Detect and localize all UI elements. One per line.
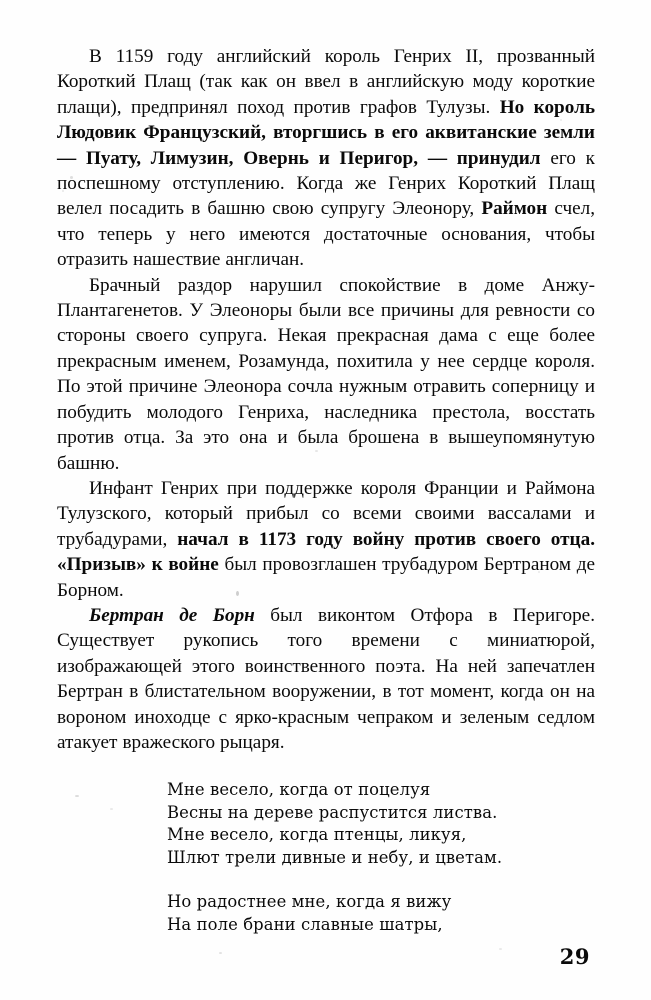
paragraph-infant-henry bbox=[57, 476, 595, 603]
text-run-bold: Но король Людовик Французский, вторгшись в его аквитанские земли — Пуату, Лимузин, Овернь и Перигор, — принудил bbox=[57, 96, 595, 169]
text-run: был провозглашен трубадуром Бертраном де Борном. bbox=[57, 554, 595, 601]
text-run: в тот момент, когда он на вороном иноходце с ярко-красным чепраком и зеленым седлом атакует вражеского рыцаря. bbox=[57, 681, 595, 753]
text-run-bold-italic: Бертран де Борн bbox=[89, 604, 255, 626]
text-run: счел, что теперь у него имеются достаточные основания, чтобы отразить нашествие англичан. bbox=[57, 198, 596, 271]
verse-line: Мне весело, когда птенцы, ликуя, bbox=[167, 825, 467, 845]
text-run: был виконтом Отфора в Перигоре. Существует рукопись того времени с миниатюрой, изображающей этого воинственного поэта. На ней запечатлен Бертран в блистательном вооружении, bbox=[57, 604, 595, 703]
text-run: Инфант Генрих при поддержке короля Франции и Раймона Тулузского, который прибыл со всеми своими вассалами и трубадурами, bbox=[57, 477, 595, 550]
verse-line: Весны на дереве распустится листва. bbox=[167, 802, 498, 822]
text-run: Брачный раздор нарушил спокойствие в доме Анжу-Плантагенетов. У Элеоноры были все причины для ревности со стороны своего супруга. Некая прекрасная дама с еще более прекрасным именем, Розамунда, похитила у нее сердце короля. По этой причине Элеонора сочла нужным отравить соперницу и побудить молодого Генриха, наследника престола, восстать против отца. За это она и была брошена в вышеупомянутую башню. bbox=[57, 274, 595, 474]
text-run-bold: Раймон bbox=[481, 198, 548, 220]
text-run: его к поспешному отступлению. Когда же Генрих Короткий Плащ велел посадить в башню свою супругу Элеонору, bbox=[57, 147, 595, 220]
verse-block bbox=[167, 779, 567, 937]
verse-line: На поле брани славные шатры, bbox=[167, 914, 443, 934]
verse-stanza-1 bbox=[167, 779, 567, 869]
verse-line: Мне весело, когда от поцелуя bbox=[167, 780, 431, 799]
scan-speckle bbox=[219, 952, 222, 954]
scan-speckle bbox=[110, 808, 113, 810]
text-run-bold: начал в 1173 году войну против своего отца. «Призыв» к войне bbox=[57, 528, 596, 576]
scan-speckle bbox=[499, 948, 502, 950]
scan-speckle bbox=[75, 795, 79, 797]
page-number: 29 bbox=[559, 944, 590, 969]
paragraph-bertran-de-born bbox=[57, 603, 595, 755]
paragraph-marital-discord bbox=[57, 273, 595, 476]
verse-line: Шлют трели дивные и небу, и цветам. bbox=[167, 847, 503, 867]
paragraph-henry-ii bbox=[57, 44, 595, 273]
verse-line: Но радостнее мне, когда я вижу bbox=[167, 892, 452, 912]
text-run: В 1159 году английский король Генрих II, прозванный Короткий Плащ (так как он ввел в английскую моду короткие плащи), предпринял поход против графов Тулузы. bbox=[57, 46, 595, 118]
verse-stanza-2 bbox=[167, 891, 567, 936]
page-body-text bbox=[57, 44, 595, 755]
